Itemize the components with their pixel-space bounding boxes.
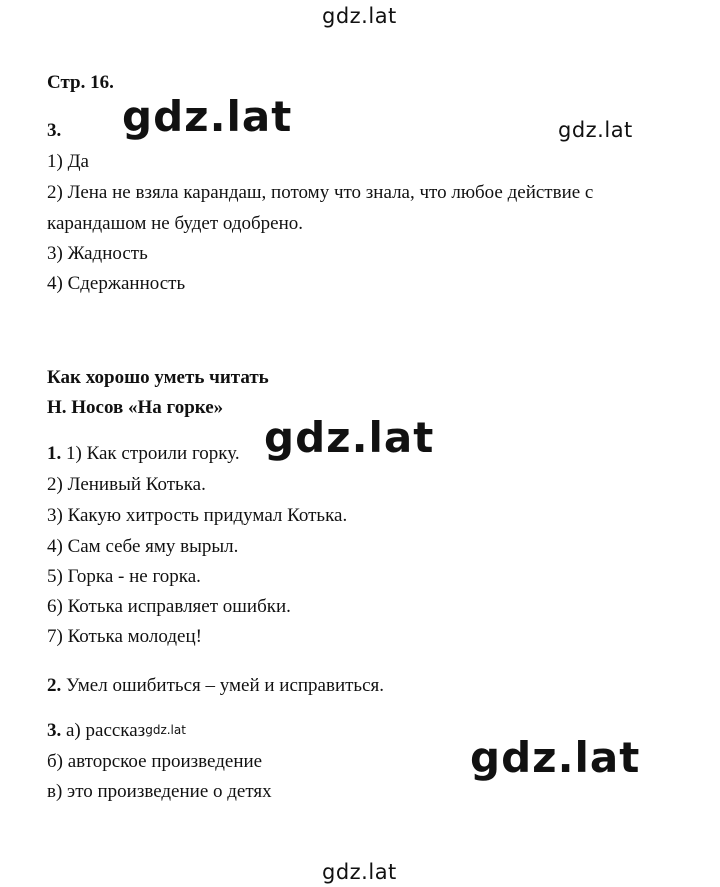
answer-line: 3) Какую хитрость придумал Котька.	[47, 505, 348, 526]
question-number: 1.	[47, 443, 62, 464]
answer-line: 3) Жадность	[47, 243, 148, 264]
answer-line: 7) Котька молодец!	[47, 626, 202, 647]
question-2	[47, 675, 384, 697]
answer-line: карандашом не будет одобрено.	[47, 213, 304, 234]
answer-line: 2) Лена не взяла карандаш, потому что знала, что любое действие с	[47, 182, 594, 203]
task-number: 3.	[47, 120, 62, 141]
question-number: 2.	[47, 675, 62, 696]
answer-line: 4) Сдержанность	[47, 273, 186, 294]
section-title: Как хорошо уметь читать	[47, 367, 269, 388]
answer-line: 5) Горка - не горка.	[47, 566, 201, 587]
answer-line: 4) Сам себе яму вырыл.	[47, 536, 239, 557]
section-subtitle: Н. Носов «На горке»	[47, 397, 224, 418]
watermark-large: gdz.lat	[122, 92, 293, 141]
watermark-top: gdz.lat	[322, 4, 397, 28]
answer-line: 2) Ленивый Котька.	[47, 474, 206, 495]
answer-line: в) это произведение о детях	[47, 781, 272, 802]
question-number: 3.	[47, 720, 62, 741]
watermark-side: gdz.lat	[558, 118, 633, 142]
answer-text: Умел ошибиться – умей и исправиться.	[66, 675, 385, 696]
answer-line: 1) Как строили горку.	[66, 443, 240, 464]
watermark-inline: gdz.lat	[145, 723, 186, 737]
answer-line: а) рассказ	[66, 720, 146, 741]
watermark-large: gdz.lat	[470, 733, 641, 782]
answer-line: 1) Да	[47, 151, 89, 172]
page-reference: Стр. 16.	[47, 72, 114, 93]
question-3-first-line	[47, 720, 186, 743]
watermark-large: gdz.lat	[264, 413, 435, 462]
watermark-bottom: gdz.lat	[322, 860, 397, 884]
question-1-first-line	[47, 443, 240, 465]
answer-line: б) авторское произведение	[47, 751, 263, 772]
answer-line: 6) Котька исправляет ошибки.	[47, 596, 291, 617]
